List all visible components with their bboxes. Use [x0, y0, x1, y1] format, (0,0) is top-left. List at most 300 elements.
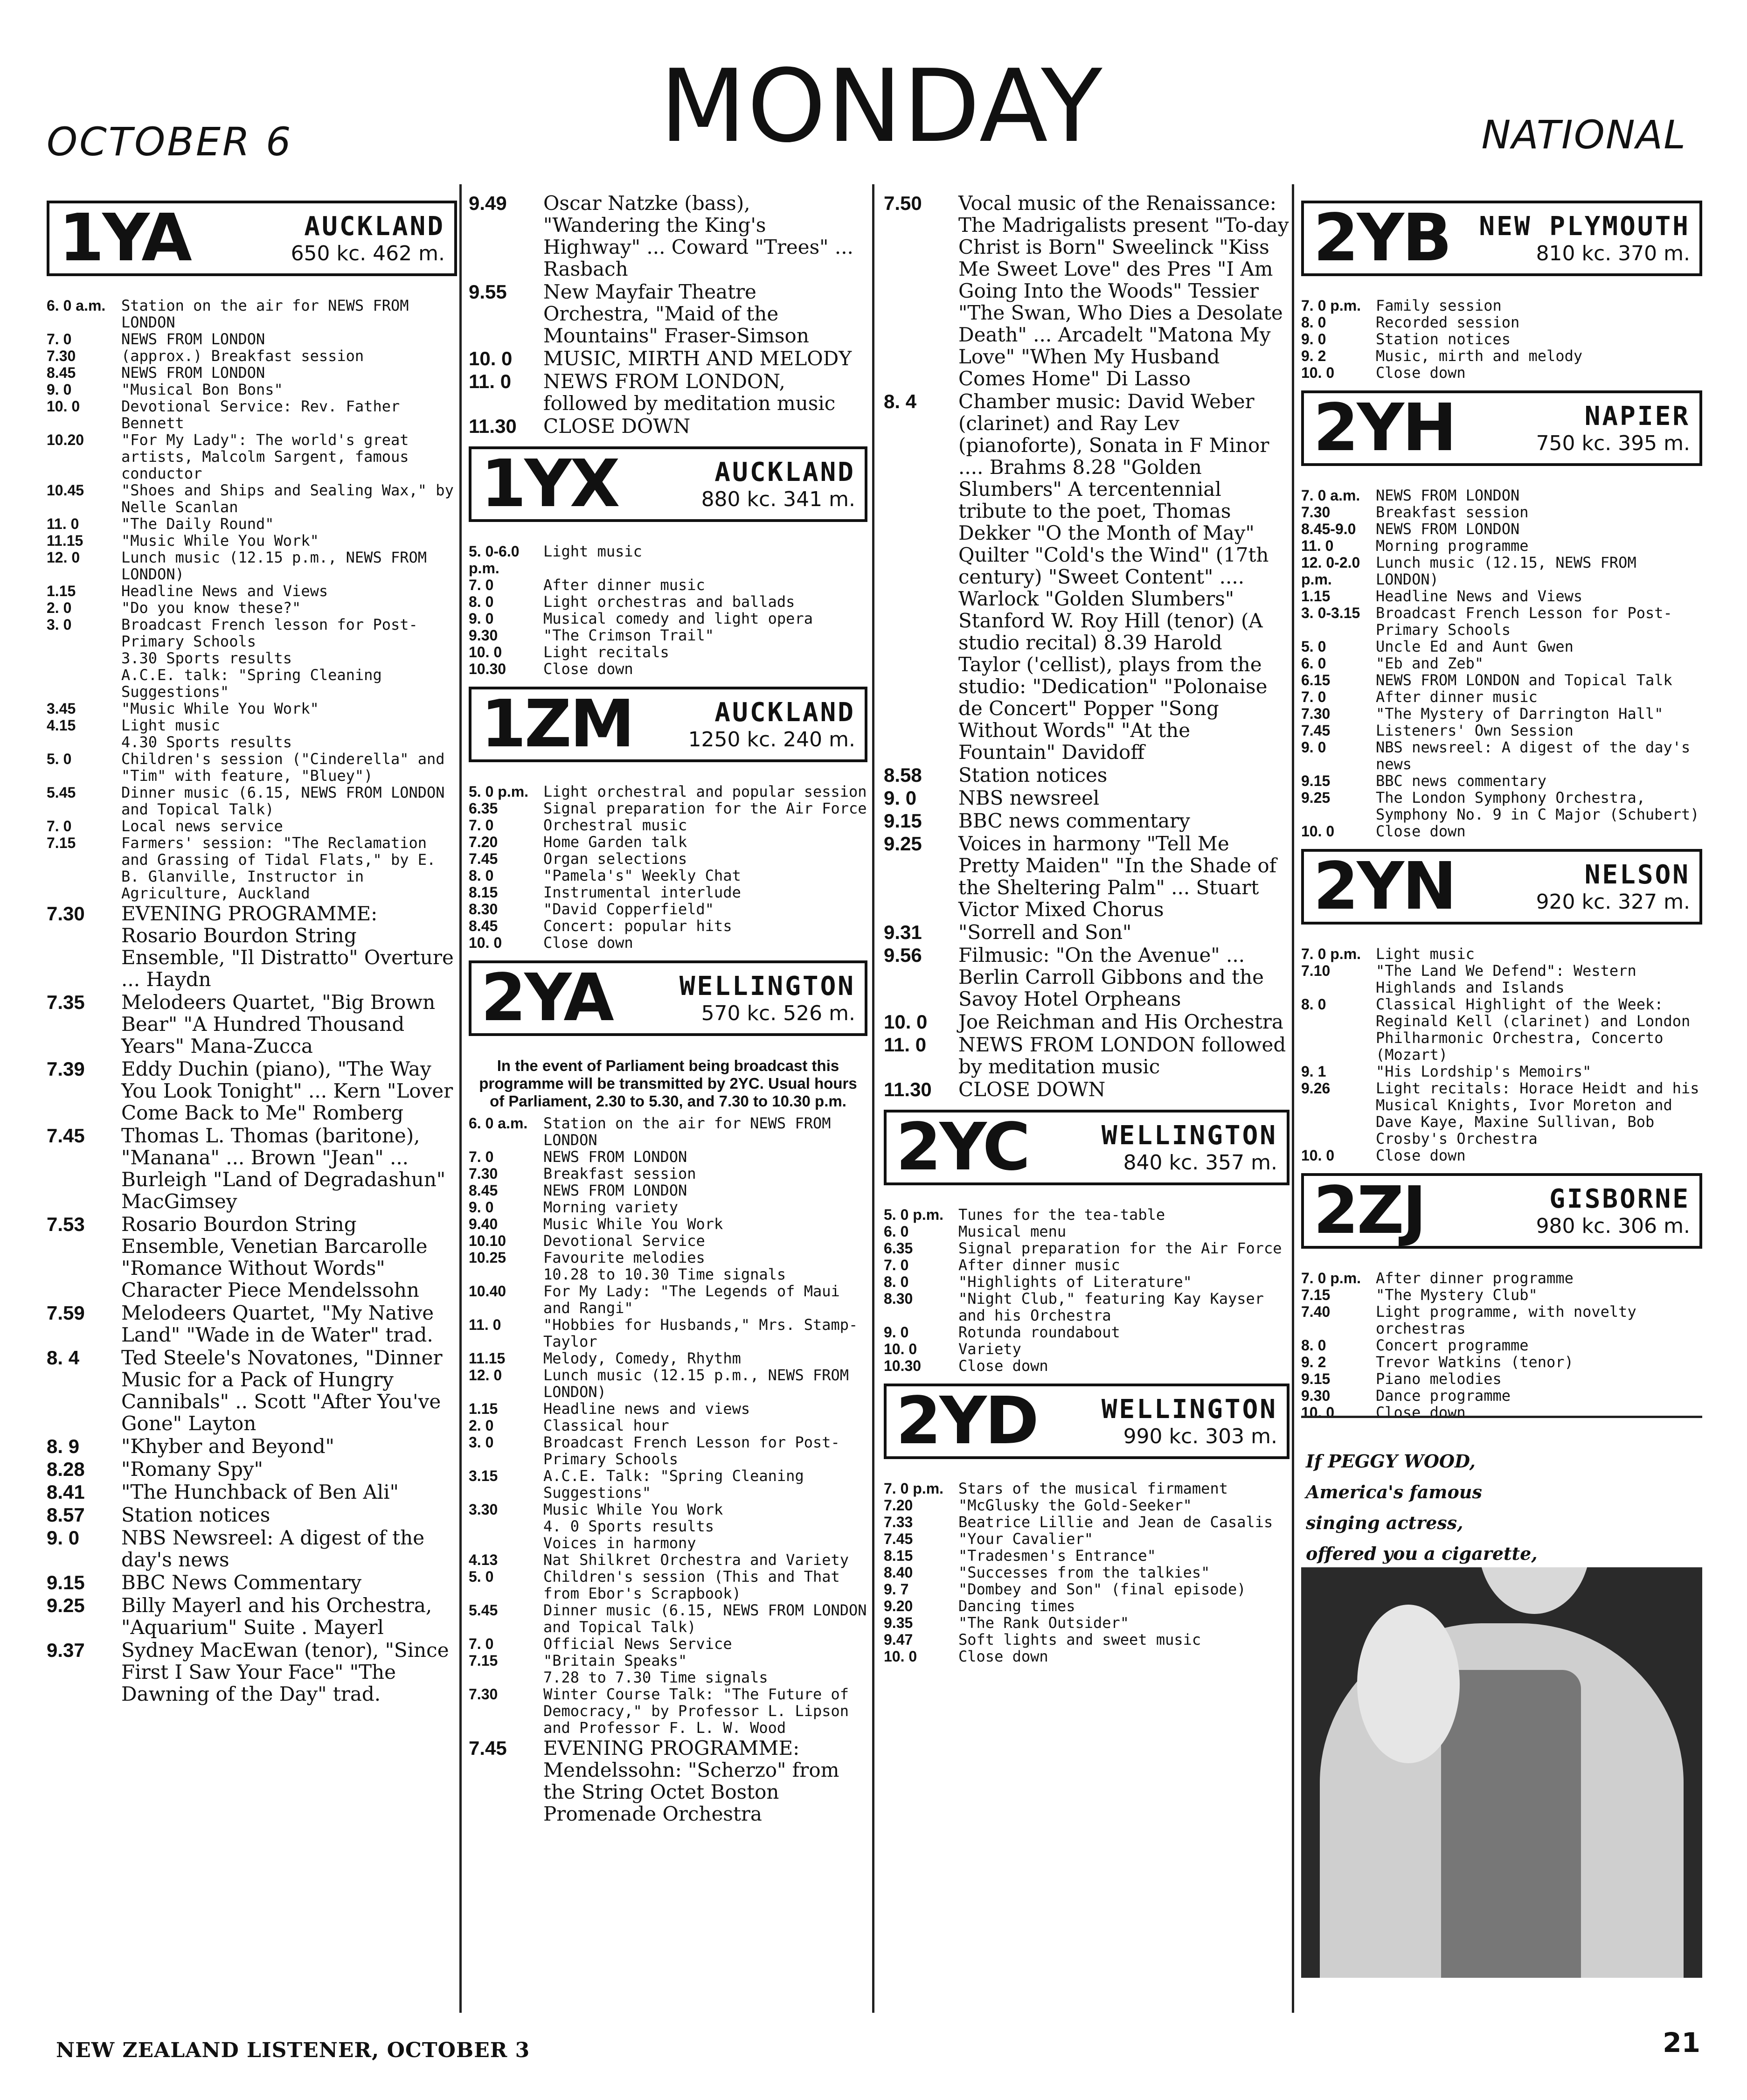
- programme-time: 9. 2: [1301, 348, 1326, 364]
- programme-text: Lunch music (12.15 p.m., NEWS FROM LONDON): [543, 1366, 849, 1401]
- programme-row: [884, 1341, 1289, 1357]
- programme-text: Trevor Watkins (tenor): [1376, 1353, 1574, 1371]
- programme-time: [469, 1266, 543, 1283]
- programme-text: NBS newsreel: [958, 786, 1100, 809]
- programme-text: After dinner music: [958, 1256, 1120, 1274]
- programme-text: Music, mirth and melody: [1376, 347, 1583, 365]
- programme-time: 9. 7: [884, 1581, 909, 1598]
- programme-row: [47, 667, 457, 700]
- programme-row: [1301, 554, 1702, 588]
- programme-time: 3.15: [469, 1467, 498, 1484]
- programme-time: 8. 9: [47, 1435, 80, 1457]
- programme-row: [1301, 688, 1702, 705]
- programme-text: Light music: [121, 716, 220, 734]
- programme-text: NEWS FROM LONDON: [121, 364, 265, 382]
- programme-text: 7.28 to 7.30 Time signals: [543, 1669, 768, 1686]
- programme-time: 7.45: [47, 1125, 85, 1147]
- programme-text: Sydney MacEwan (tenor), "Since First I Saw Your Face" "The Dawning of the Day" trad.: [121, 1639, 449, 1705]
- programme-text: Close down: [958, 1357, 1048, 1375]
- programme-row: [1301, 672, 1702, 688]
- programme-row: [1301, 655, 1702, 672]
- publication-footer: NEW ZEALAND LISTENER, OCTOBER 3: [56, 2038, 530, 2062]
- programme-text: "Music While You Work": [121, 700, 319, 717]
- programme-text: Light music: [543, 542, 642, 560]
- programme-time: 7. 0 a.m.: [1301, 487, 1360, 504]
- station-callsign: 2YD: [896, 1383, 1037, 1459]
- programme-time: 10. 0: [469, 348, 513, 369]
- programme-time: 11.15: [469, 1350, 506, 1367]
- programme-text: "The Mystery of Darrington Hall": [1376, 705, 1664, 723]
- station-callsign: 2YA: [481, 960, 612, 1036]
- station-info: [1455, 401, 1690, 455]
- programme-row: [1301, 605, 1702, 638]
- programme-row: [469, 661, 867, 677]
- programme-text: Piano melodies: [1376, 1370, 1502, 1388]
- programme-time: 10.30: [469, 661, 506, 677]
- programme-time: 8.15: [469, 884, 498, 901]
- programme-row: [47, 599, 457, 616]
- programme-row: [469, 1737, 867, 1825]
- programme-text: "Hobbies for Husbands," Mrs. Stamp-Taylor: [543, 1316, 858, 1350]
- programme-text: "Successes from the talkies": [958, 1564, 1210, 1581]
- programme-time: 6.15: [1301, 672, 1331, 688]
- programme-row: [469, 1367, 867, 1400]
- programme-time: 8.40: [884, 1564, 913, 1581]
- programme-text: "The Crimson Trail": [543, 626, 714, 644]
- programme-row: [469, 348, 867, 369]
- programme-time: 8.15: [884, 1547, 913, 1564]
- programme-text: "Shoes and Ships and Sealing Wax," by Nelle Scanlan: [121, 481, 454, 516]
- programme-text: EVENING PROGRAMME: Mendelssohn: "Scherzo" from the String Octet Boston Promenade Orchestra: [543, 1737, 839, 1825]
- programme-row: [884, 1598, 1289, 1614]
- column-rule: [1292, 184, 1294, 2013]
- programme-row: [1301, 1337, 1702, 1354]
- station-frequency: 1250 kc. 240 m.: [688, 728, 855, 751]
- programme-row: [47, 784, 457, 818]
- programme-time: 7.15: [47, 834, 76, 851]
- programme-row: [47, 991, 457, 1057]
- programme-text: "Britain Speaks": [543, 1652, 687, 1669]
- programme-row: [1301, 705, 1702, 722]
- programme-time: 10. 0: [469, 934, 502, 951]
- programme-time: 7.20: [469, 834, 498, 850]
- programme-text: CLOSE DOWN: [958, 1078, 1106, 1101]
- programme-text: "Sorrell and Son": [958, 921, 1132, 944]
- station-callsign: 2YC: [896, 1109, 1029, 1185]
- programme-text: Devotional Service: Rev. Father Bennett: [121, 397, 400, 432]
- programme-time: 11. 0: [47, 515, 79, 532]
- programme-row: [884, 1240, 1289, 1257]
- programme-row: [47, 1435, 457, 1457]
- programme-row: [47, 532, 457, 549]
- programme-row: [47, 331, 457, 348]
- programme-text: Station notices: [958, 764, 1108, 786]
- programme-row: [884, 1324, 1289, 1341]
- programme-row: [469, 192, 867, 280]
- programme-time: [469, 1535, 543, 1551]
- programme-row: [469, 1467, 867, 1501]
- programme-row: [47, 818, 457, 834]
- programme-time: 9.25: [1301, 789, 1331, 806]
- programme-row: [47, 1481, 457, 1503]
- programme-text: Oscar Natzke (bass), "Wandering the King's Highway" ... Coward "Trees" ... Rasbach: [543, 192, 853, 280]
- programme-time: 10. 0: [884, 1648, 917, 1665]
- programme-text: "His Lordship's Memoirs": [1376, 1063, 1592, 1080]
- station-callsign: 1YX: [481, 446, 618, 522]
- programme-row: [1301, 1354, 1702, 1370]
- programme-text: NEWS FROM LONDON: [543, 1148, 687, 1166]
- programme-text: Orchestral music: [543, 816, 687, 834]
- programme-row: [1301, 537, 1702, 554]
- programme-time: 6. 0: [1301, 655, 1326, 672]
- programme-time: 5. 0 p.m.: [469, 783, 529, 800]
- programme-text: Light recitals: Horace Heidt and his Musical Knights, Ivor Moreton and Dave Kaye, Maxine Sullivan, Bob Crosby's Orchestra: [1376, 1079, 1699, 1147]
- programme-time: 2. 0: [47, 599, 72, 616]
- station-box-2yn: [1301, 849, 1702, 925]
- programme-time: 11. 0: [884, 1034, 927, 1056]
- programme-time: 8. 0: [1301, 1337, 1326, 1354]
- programme-row: [884, 1547, 1289, 1564]
- programme-text: Station on the air for NEWS FROM LONDON: [121, 297, 409, 331]
- programme-time: 6. 0 a.m.: [47, 297, 106, 314]
- programme-text: "Pamela's" Weekly Chat: [543, 867, 741, 884]
- programme-time: 11.30: [469, 415, 517, 437]
- programme-text: "Do you know these?": [121, 599, 301, 617]
- station-box-1zm: [469, 687, 867, 762]
- programme-text: "Music While You Work": [121, 532, 319, 549]
- programme-row: [469, 867, 867, 884]
- station-box-1ya: [47, 201, 457, 276]
- programme-text: Headline News and Views: [1376, 587, 1583, 605]
- programme-text: Beatrice Lillie and Jean de Casalis: [958, 1513, 1273, 1531]
- programme-row: [1301, 722, 1702, 739]
- programme-text: Instrumental interlude: [543, 883, 741, 901]
- programme-time: 10.20: [47, 431, 84, 448]
- programme-row: [1301, 1063, 1702, 1080]
- programme-text: Melodeers Quartet, "Big Brown Bear" "A Hundred Thousand Years" Mana-Zucca: [121, 991, 436, 1057]
- programme-row: [47, 1527, 457, 1571]
- station-info: [618, 457, 855, 511]
- programme-text: Children's session (This and That from Ebor's Scrapbook): [543, 1568, 840, 1602]
- programme-time: 10. 0: [1301, 823, 1335, 840]
- station-box-2zj: [1301, 1173, 1702, 1249]
- programme-row: [469, 1216, 867, 1232]
- programme-time: 10. 0: [884, 1341, 917, 1357]
- programme-time: 8. 0: [469, 867, 494, 884]
- programme-row: [884, 1530, 1289, 1547]
- programme-time: 7. 0: [1301, 688, 1326, 705]
- programme-text: Devotional Service: [543, 1232, 705, 1250]
- programme-text: Light orchestras and ballads: [543, 593, 795, 611]
- programme-row: [47, 734, 457, 751]
- programme-text: Favourite melodies: [543, 1249, 705, 1266]
- programme-time: 5.45: [469, 1602, 498, 1619]
- programme-time: 12. 0-2.0 p.m.: [1301, 554, 1360, 588]
- column-rule: [459, 184, 462, 2013]
- programme-text: Musical menu: [958, 1223, 1067, 1240]
- programme-text: Breakfast session: [543, 1165, 696, 1182]
- programme-text: Broadcast French lesson for Post-Primary Schools: [121, 616, 418, 650]
- programme-text: "The Daily Round": [121, 515, 274, 533]
- programme-time: 7. 0: [884, 1257, 909, 1273]
- programme-row: [469, 1535, 867, 1551]
- programme-time: 8.45-9.0: [1301, 521, 1356, 537]
- programme-row: [469, 1686, 867, 1736]
- programme-text: "The Hunchback of Ben Ali": [121, 1481, 399, 1503]
- programme-time: 9. 1: [1301, 1063, 1326, 1080]
- programme-row: [1301, 1270, 1702, 1286]
- programme-time: 5. 0: [469, 1568, 494, 1585]
- programme-time: 12. 0: [469, 1367, 502, 1384]
- programme-row: [469, 1417, 867, 1434]
- programme-text: Organ selections: [543, 850, 687, 868]
- programme-time: 5. 0: [1301, 638, 1326, 655]
- programme-time: 9.40: [469, 1216, 498, 1232]
- station-city: AUCKLAND: [714, 457, 855, 487]
- programme-time: 7.50: [884, 192, 922, 214]
- programme-time: 7.30: [469, 1165, 498, 1182]
- programme-time: 9.49: [469, 192, 507, 214]
- programme-text: Family session: [1376, 297, 1502, 314]
- programme-text: Melody, Comedy, Rhythm: [543, 1349, 741, 1367]
- programme-time: 6.35: [884, 1240, 913, 1257]
- programme-time: 7.10: [1301, 962, 1331, 979]
- programme-time: 9. 0: [469, 1199, 494, 1216]
- programme-row: [1301, 364, 1702, 381]
- station-info: [1037, 1394, 1277, 1448]
- station-city: WELLINGTON: [1101, 1394, 1277, 1425]
- programme-text: Headline News and Views: [121, 582, 328, 600]
- programme-row: [469, 1350, 867, 1367]
- date-header: OCTOBER 6: [47, 119, 293, 165]
- programme-row: [884, 1514, 1289, 1530]
- programme-row: [47, 431, 457, 482]
- station-box-2yd: [884, 1384, 1289, 1459]
- station-city: WELLINGTON: [679, 971, 855, 1001]
- programme-time: 12. 0: [47, 549, 80, 566]
- programme-row: [884, 1290, 1289, 1324]
- programme-time: 9.20: [884, 1598, 913, 1614]
- ad-text: If PEGGY WOOD, America's famous singing actress, offered you a cigarette,: [1306, 1451, 1538, 1564]
- programme-text: BBC news commentary: [958, 809, 1190, 832]
- programme-text: 4.30 Sports results: [121, 733, 292, 751]
- parliament-note: In the event of Parliament being broadcast this programme will be transmitted by 2YC. Usual hours of Parliament, 2.30 to 5.30, and 7.30 to 10.30 p.m.: [479, 1057, 857, 1110]
- programme-text: The London Symphony Orchestra, Symphony No. 9 in C Major (Schubert): [1376, 789, 1699, 823]
- station-info: [190, 211, 445, 265]
- programme-text: After dinner programme: [1376, 1269, 1574, 1287]
- station-callsign: 2YB: [1313, 200, 1450, 276]
- programme-time: 9. 0: [47, 1527, 80, 1549]
- programme-time: 8. 0: [469, 593, 494, 610]
- programme-time: 7. 0 p.m.: [1301, 297, 1361, 314]
- programme-time: 11.30: [884, 1078, 932, 1100]
- programme-row: [884, 810, 1289, 832]
- programme-row: [884, 1357, 1289, 1374]
- day-title: MONDAY: [659, 48, 1103, 165]
- programme-text: NBS newsreel: A digest of the day's news: [1376, 738, 1691, 773]
- station-city: AUCKLAND: [714, 697, 855, 728]
- programme-time: 7.45: [469, 1737, 507, 1759]
- station-box-2yb: [1301, 201, 1702, 276]
- programme-time: 1.15: [47, 583, 76, 599]
- station-box-1yx: [469, 446, 867, 522]
- programme-time: 11.15: [47, 532, 83, 549]
- programme-time: 7.20: [884, 1497, 913, 1514]
- programme-time: 9.35: [884, 1614, 913, 1631]
- programme-time: 10. 0: [47, 398, 80, 415]
- station-frequency: 750 kc. 395 m.: [1536, 431, 1690, 455]
- column-4: [1301, 191, 1702, 1421]
- programme-time: 9.47: [884, 1631, 913, 1648]
- station-info: [1455, 860, 1690, 914]
- programme-time: 10. 0: [1301, 1147, 1335, 1164]
- programme-row: [469, 1400, 867, 1417]
- programme-row: [469, 1602, 867, 1635]
- station-city: NEW PLYMOUTH: [1479, 211, 1690, 242]
- programme-row: [884, 921, 1289, 943]
- programme-time: 5.45: [47, 784, 76, 801]
- programme-time: 8. 4: [47, 1347, 80, 1369]
- station-callsign: 2YN: [1313, 848, 1455, 925]
- programme-text: Musical comedy and light opera: [543, 610, 813, 627]
- programme-time: 10.10: [469, 1232, 506, 1249]
- programme-text: Chamber music: David Weber (clarinet) and Ray Lev (pianoforte), Sonata in F Minor .... Brahms 8.28 "Golden Slumbers" A tercentennial tribute to the poet, Thomas Dekker "O the Month of May" Quilter "Cold's the Wind" (17th century) "Sweet Content" .... Warlock "Golden Slumbers" Stanford W. Roy Hill (tenor) (A studio recital) 8.39 Harold Taylor ('cellist), plays from the studio: "Dedication" "Polonaise de Concert" Popper "Song Without Words" "At the Fountain" Davidoff: [958, 390, 1269, 764]
- programme-time: 7.15: [469, 1652, 498, 1669]
- programme-time: 7.59: [47, 1302, 85, 1324]
- station-callsign: 2YH: [1313, 390, 1455, 466]
- station-info: [1425, 1184, 1690, 1238]
- programme-time: 7. 0: [47, 331, 72, 348]
- programme-text: NEWS FROM LONDON: [1376, 487, 1520, 504]
- programme-time: 6. 0 a.m.: [469, 1115, 528, 1132]
- programme-text: Concert programme: [1376, 1336, 1529, 1354]
- programme-row: [47, 616, 457, 650]
- station-frequency: 990 kc. 303 m.: [1123, 1425, 1277, 1448]
- programme-text: Light programme, with novelty orchestras: [1376, 1303, 1636, 1337]
- programme-time: 9.15: [1301, 772, 1331, 789]
- programme-row: [47, 1125, 457, 1212]
- programme-text: Light orchestral and popular session: [543, 783, 867, 800]
- programme-time: 9. 0: [47, 381, 72, 398]
- programme-row: [884, 764, 1289, 786]
- programme-text: "Highlights of Literature": [958, 1273, 1192, 1291]
- programme-text: Farmers' session: "The Reclamation and Grassing of Tidal Flats," by E. B. Glanville, Instructor in Agriculture, Auckland: [121, 834, 436, 902]
- programme-row: [884, 1223, 1289, 1240]
- programme-row: [884, 1564, 1289, 1581]
- programme-time: 9.25: [884, 833, 922, 855]
- programme-time: 7.45: [469, 850, 498, 867]
- programme-row: [47, 903, 457, 990]
- programme-row: [47, 398, 457, 431]
- programme-row: [47, 297, 457, 331]
- programme-time: 7. 0 p.m.: [1301, 1270, 1361, 1286]
- programme-row: [47, 700, 457, 717]
- programme-row: [1301, 823, 1702, 840]
- programme-row: [469, 1199, 867, 1216]
- programme-time: 8.41: [47, 1481, 85, 1503]
- station-frequency: 980 kc. 306 m.: [1536, 1214, 1690, 1238]
- programme-row: [47, 583, 457, 599]
- programme-text: Tunes for the tea-table: [958, 1206, 1165, 1224]
- programme-row: [1301, 1080, 1702, 1147]
- programme-text: Morning programme: [1376, 537, 1529, 555]
- programme-time: 9. 0: [469, 610, 494, 627]
- programme-row: [469, 1652, 867, 1669]
- programme-row: [469, 1434, 867, 1467]
- programme-row: [884, 192, 1289, 389]
- programme-time: 8.30: [884, 1290, 913, 1307]
- programme-time: 3. 0-3.15: [1301, 605, 1360, 621]
- programme-row: [469, 1501, 867, 1518]
- programme-row: [884, 1614, 1289, 1631]
- programme-text: Voices in harmony: [543, 1534, 696, 1552]
- programme-time: 3.30: [469, 1501, 498, 1518]
- programme-row: [469, 593, 867, 610]
- station-city: NELSON: [1584, 860, 1690, 890]
- programme-row: [469, 834, 867, 850]
- programme-time: 2. 0: [469, 1417, 494, 1434]
- programme-row: [884, 1480, 1289, 1497]
- programme-row: [884, 1034, 1289, 1078]
- programme-row: [469, 918, 867, 934]
- programme-text: Local news service: [121, 817, 283, 835]
- station-info: [633, 697, 855, 751]
- programme-time: 7. 0: [47, 818, 72, 834]
- programme-row: [469, 1266, 867, 1283]
- programme-row: [884, 787, 1289, 809]
- programme-time: 9.56: [884, 944, 922, 966]
- station-frequency: 880 kc. 341 m.: [701, 487, 855, 511]
- programme-time: 8.30: [469, 901, 498, 918]
- programme-text: Home Garden talk: [543, 833, 687, 851]
- programme-text: Close down: [543, 660, 633, 678]
- programme-time: 7.53: [47, 1213, 85, 1235]
- station-box-2ya: [469, 960, 867, 1036]
- programme-row: [469, 1635, 867, 1652]
- programme-row: [47, 549, 457, 583]
- programme-text: "The Land We Defend": Western Highlands and Islands: [1376, 962, 1636, 996]
- programme-row: [469, 901, 867, 918]
- station-frequency: 810 kc. 370 m.: [1536, 242, 1690, 265]
- station-box-2yh: [1301, 390, 1702, 466]
- programme-text: NEWS FROM LONDON followed by meditation music: [958, 1033, 1286, 1078]
- column-2: [469, 191, 867, 1826]
- programme-text: Billy Mayerl and his Orchestra, "Aquarium" Suite . Mayerl: [121, 1594, 432, 1639]
- programme-time: 5. 0: [47, 751, 72, 767]
- programme-row: [469, 800, 867, 817]
- programme-time: 7.45: [1301, 722, 1331, 739]
- programme-text: Lunch music (12.15 p.m., NEWS FROM LONDON): [121, 549, 427, 583]
- programme-text: Eddy Duchin (piano), "The Way You Look Tonight" ... Kern "Lover Come Back to Me" Romberg: [121, 1057, 453, 1124]
- programme-text: Melodeers Quartet, "My Native Land" "Wade in de Water" trad.: [121, 1301, 434, 1346]
- station-city: NAPIER: [1584, 401, 1690, 431]
- programme-time: 7. 0: [469, 817, 494, 834]
- cigarette-advertisement: [1301, 1416, 1702, 1978]
- programme-row: [1301, 946, 1702, 962]
- programme-row: [884, 1631, 1289, 1648]
- programme-time: 9.55: [469, 281, 507, 303]
- programme-row: [1301, 1370, 1702, 1387]
- programme-time: 7.30: [1301, 705, 1331, 722]
- programme-text: Rosario Bourdon String Ensemble, Venetian Barcarolle "Romance Without Words" Character Piece Mendelssohn: [121, 1213, 428, 1301]
- station-info: [1450, 211, 1691, 265]
- programme-text: After dinner music: [1376, 688, 1538, 706]
- programme-row: [47, 1504, 457, 1526]
- programme-row: [47, 482, 457, 515]
- programme-time: 9.37: [47, 1639, 85, 1661]
- programme-row: [884, 1273, 1289, 1290]
- programme-text: Joe Reichman and His Orchestra: [958, 1010, 1283, 1033]
